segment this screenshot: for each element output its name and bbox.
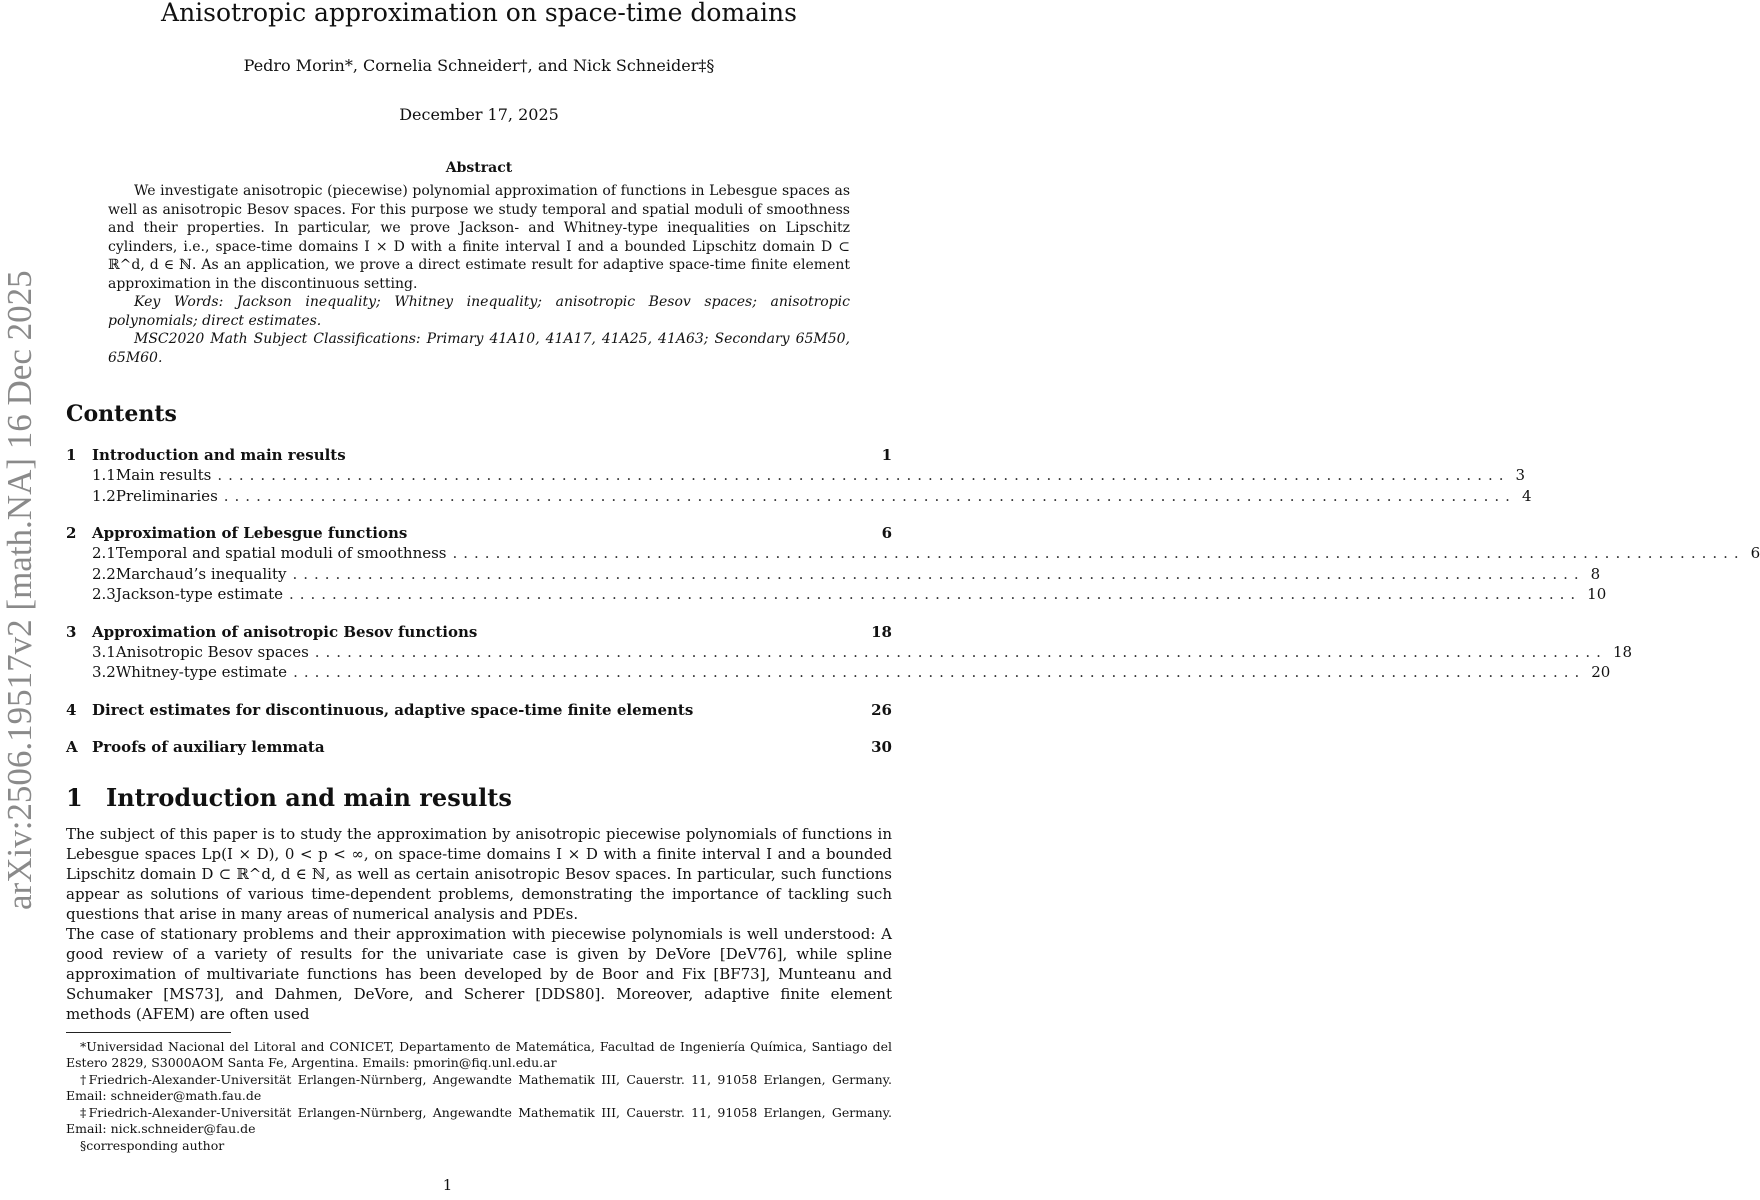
toc-section-entry[interactable] bbox=[66, 445, 892, 465]
toc-page-number: 18 bbox=[1612, 642, 1633, 661]
footnote: §corresponding author bbox=[80, 1137, 225, 1153]
toc-section-number: A bbox=[66, 737, 78, 756]
toc-subsection-number: 1.1 bbox=[92, 466, 116, 484]
toc-page-number: 26 bbox=[871, 700, 892, 719]
toc-subsection-title: Main results bbox=[115, 466, 212, 484]
toc-section-entry[interactable] bbox=[66, 700, 892, 720]
toc-page-number: 18 bbox=[871, 622, 892, 641]
toc-subsection-number: 3.1 bbox=[92, 642, 116, 661]
toc-subsection-title: Temporal and spatial moduli of smoothness bbox=[115, 544, 447, 562]
toc-page-number: 8 bbox=[1590, 564, 1601, 583]
toc-subsection-title: Preliminaries bbox=[115, 486, 218, 505]
toc-page-number: 30 bbox=[871, 737, 892, 756]
toc-leader-dots: ........................................................................................................................ bbox=[288, 585, 1582, 603]
toc-section-entry[interactable] bbox=[66, 523, 892, 543]
toc-leader-dots: ........................................................................................................................ bbox=[293, 663, 1586, 681]
abstract-text: We investigate anisotropic (piecewise) polynomial approximation of functions in Lebesgue spaces as well as anisotropic Besov spaces. For this purpose we study temporal and spatial moduli of smoothness and their properties. In particular, we prove Jackson- and Whitney-type inequalities on Lipschitz cylinders, i.e., space-time domains I × D with a finite interval I and a bounded Lipschitz domain D ⊂ ℝ^d, d ∈ ℕ. As an application, we prove a direct estimate result for adaptive space-time finite element approximation in the discontinuous setting. bbox=[108, 183, 850, 292]
footnote: *Universidad Nacional del Litoral and CONICET, Departamento de Matemática, Facultad de Ingeniería Química, Santiago del Estero 2829, S3000AOM Santa Fe, Argentina. Emails: pmorin@fiq.unl.edu.ar bbox=[66, 1038, 892, 1070]
body-paragraph: The case of stationary problems and their approximation with piecewise polynomials is well understood: A good review of a variety of results for the univariate case is given by DeVore [DeV76], while spline approximation of multivariate functions has been developed by de Boor and Fix [BF73], Munteanu and Schumaker [MS73], and Dahmen, DeVore, and Scherer [DDS80]. Moreover, adaptive finite element methods (AFEM) are often used bbox=[66, 924, 892, 1023]
footnotes bbox=[66, 1039, 892, 1155]
toc-page-number: 6 bbox=[881, 524, 892, 542]
toc-subsection-entry[interactable] bbox=[66, 584, 1607, 605]
toc-section-entry[interactable] bbox=[66, 622, 892, 642]
toc-page-number: 10 bbox=[1587, 585, 1607, 603]
paper-page bbox=[66, 0, 1760, 1154]
toc-subsection-number: 2.3 bbox=[92, 585, 116, 603]
toc-section-entry[interactable] bbox=[66, 737, 892, 757]
toc-leader-dots: ........................................................................................................................ bbox=[292, 564, 1585, 583]
toc-section-number: 4 bbox=[66, 700, 77, 719]
toc-subsection-title: Marchaud’s inequality bbox=[115, 564, 287, 583]
toc-subsection-entry[interactable] bbox=[66, 564, 1601, 585]
toc-section-title: Proofs of auxiliary lemmata bbox=[92, 737, 325, 756]
footnote: ‡Friedrich-Alexander-Universität Erlangen-Nürnberg, Angewandte Mathematik III, Cauerstr. 11, 91058 Erlangen, Germany. Email: nick.schneider@fau.de bbox=[66, 1104, 892, 1136]
section-title: Introduction and main results bbox=[106, 782, 512, 812]
toc-subsection-title: Jackson-type estimate bbox=[115, 585, 283, 603]
paper-date: December 17, 2025 bbox=[399, 105, 559, 124]
section-number: 1 bbox=[66, 782, 83, 812]
toc-subsection-number: 2.2 bbox=[92, 564, 116, 583]
toc-subsection-entry[interactable] bbox=[66, 543, 1760, 564]
toc-section-number: 2 bbox=[66, 524, 77, 542]
toc-leader-dots: ........................................................................................................................ bbox=[452, 544, 1745, 562]
toc-subsection-entry[interactable] bbox=[66, 642, 1633, 663]
toc-section-number: 1 bbox=[66, 446, 77, 464]
toc-leader-dots: ........................................................................................................................ bbox=[223, 486, 1516, 505]
body-paragraph: The subject of this paper is to study the approximation by anisotropic piecewise polynomials of functions in Lebesgue spaces Lp(I × D), 0 < p < ∞, on space-time domains I × D with a finite interval I and a bounded Lipschitz domain D ⊂ ℝ^d, d ∈ ℕ, as well as certain anisotropic Besov spaces. In particular, such functions appear as solutions of various time-dependent problems, demonstrating the importance of tackling such questions that arise in many areas of numerical analysis and PDEs. bbox=[66, 824, 892, 923]
toc-subsection-entry[interactable] bbox=[66, 662, 1611, 683]
toc-page-number: 6 bbox=[1750, 544, 1760, 562]
footnote: †Friedrich-Alexander-Universität Erlangen-Nürnberg, Angewandte Mathematik III, Cauerstr. 11, 91058 Erlangen, Germany. Email: schneider@math.fau.de bbox=[66, 1071, 892, 1103]
abstract-keywords: Key Words: Jackson inequality; Whitney inequality; anisotropic Besov spaces; anisotropic polynomials; direct estimates. bbox=[108, 294, 850, 329]
toc-subsection-title: Anisotropic Besov spaces bbox=[115, 642, 309, 661]
paper-title: Anisotropic approximation on space-time domains bbox=[161, 0, 797, 27]
toc-leader-dots: ........................................................................................................................ bbox=[217, 466, 1510, 484]
toc-section-number: 3 bbox=[66, 622, 77, 641]
abstract-msc: MSC2020 Math Subject Classifications: Primary 41A10, 41A17, 41A25, 41A63; Secondary 65M50, 65M60. bbox=[108, 331, 850, 366]
toc-page-number: 1 bbox=[881, 446, 892, 464]
toc-section-title: Approximation of Lebesgue functions bbox=[92, 524, 408, 542]
page-number: 1 bbox=[442, 1176, 453, 1194]
toc-subsection-entry[interactable] bbox=[66, 465, 1526, 486]
abstract bbox=[108, 182, 850, 367]
section-body bbox=[66, 824, 892, 1024]
arxiv-identifier: arXiv:2506.19517v2 [math.NA] 16 Dec 2025 bbox=[0, 270, 39, 910]
section-heading bbox=[66, 783, 892, 812]
toc-page-number: 4 bbox=[1521, 486, 1532, 505]
abstract-heading: Abstract bbox=[445, 160, 513, 176]
toc-section-title: Introduction and main results bbox=[92, 446, 346, 464]
toc-subsection-entry[interactable] bbox=[66, 486, 1532, 507]
toc-leader-dots: ........................................................................................................................ bbox=[314, 642, 1607, 661]
toc-page-number: 20 bbox=[1591, 663, 1611, 681]
table-of-contents bbox=[66, 445, 1760, 757]
toc-subsection-number: 3.2 bbox=[92, 663, 116, 681]
toc-section-title: Direct estimates for discontinuous, adaptive space-time finite elements bbox=[92, 700, 694, 719]
contents-heading: Contents bbox=[66, 401, 177, 427]
footnote-rule bbox=[66, 1032, 231, 1033]
toc-page-number: 3 bbox=[1515, 466, 1526, 484]
toc-section-title: Approximation of anisotropic Besov functions bbox=[92, 622, 478, 641]
toc-subsection-number: 1.2 bbox=[92, 486, 116, 505]
toc-subsection-title: Whitney-type estimate bbox=[115, 663, 288, 681]
paper-authors: Pedro Morin*, Cornelia Schneider†, and Nick Schneider‡§ bbox=[243, 56, 715, 75]
toc-subsection-number: 2.1 bbox=[92, 544, 116, 562]
